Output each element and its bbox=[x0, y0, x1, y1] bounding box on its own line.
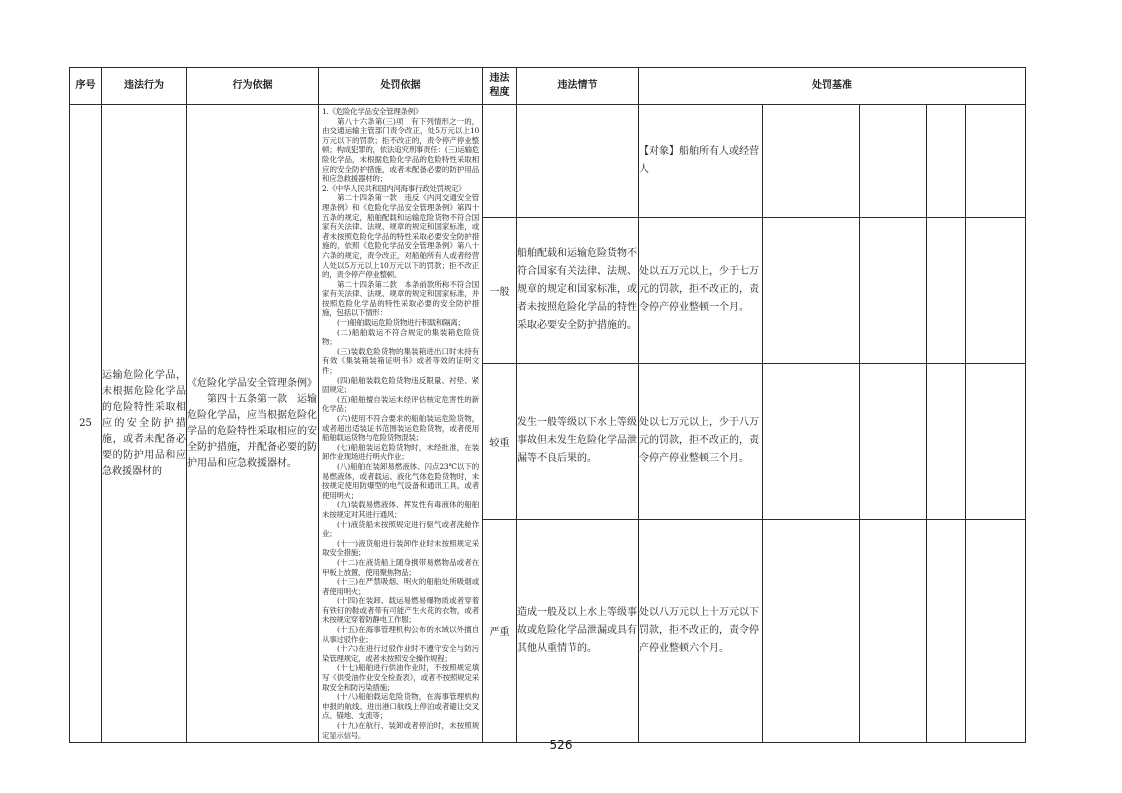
empty-cell bbox=[763, 519, 860, 742]
empty-cell bbox=[966, 363, 1026, 519]
level-situation: 造成一般及以上水上等级事故或危险化学品泄漏或具有其他从重情节的。 bbox=[517, 519, 639, 742]
row-act: 运输危险化学品，未根据危险化学品的危险特性采取相应的安全防护措施，或者未配备必要的防护用品和应急救援器材的 bbox=[102, 105, 187, 743]
penalty-line: (十八)船舶载运危险货物，在海事管理机构申报的航线、进出港口航线上停泊或者避让交叉点、锚地、支流等； bbox=[322, 692, 479, 721]
penalty-line: (五)船舶擅自装运未经评估核定危害性的新化学品； bbox=[322, 394, 479, 414]
penalty-line: (十三)在严禁吸烟、明火的船舶处所吸烟或者使用明火； bbox=[322, 577, 479, 596]
basis-body: 第四十五条第一款 运输危险化学品，应当根据危险化学品的危险特性采取相应的安全防护措施，并配备必要的防护用品和应急救援器材。 bbox=[187, 393, 317, 469]
penalty-line: (十六)在进行过驳作业时不遵守安全与防污染管理规定，或者未按照安全操作规程； bbox=[322, 644, 479, 663]
empty-cell bbox=[966, 519, 1026, 742]
penalty-line: (九)装载易燃液体、挥发性有毒液体的船舶未按规定对其进行通风； bbox=[322, 500, 479, 519]
penalty-line: (七)船舶装运危险货物时，未经批准，在装卸作业现场进行明火作业； bbox=[322, 442, 479, 462]
penalty-line: 第二十四条第一款 违反《内河交通安全管理条例》和《危险化学品安全管理条例》第四十五条的规定，船舶配载和运输危险货物不符合国家有关法律、法规、规章的规定和国家标准，或者未按照危险化学品的特性采取必要安全防护措施的，依照《危险化学品安全管理条例》第八十六条的规定，责令改正，对船舶所有人或者经营人处以5万元以上10万元以下的罚款；拒不改正的，责令停产停业整顿。 bbox=[322, 193, 479, 280]
level-degree bbox=[483, 105, 517, 218]
header-degree bbox=[483, 68, 517, 105]
header-basis: 行为依据 bbox=[187, 68, 319, 105]
penalty-line: (六)使用不符合要求的船舶装运危险货物，或者超出适装证书范围装运危险货物，或者使用船舶载运货物与危险货物混装； bbox=[322, 414, 479, 443]
penalty-line: (十七)船舶进行供油作业时，不按照规定填写《供受油作业安全检查表》，或者不按照规定采取安全和防污染措施； bbox=[322, 663, 479, 692]
header-act: 违法行为 bbox=[102, 68, 187, 105]
penalty-line: (十)液货船未按照规定进行驱气或者洗舱作业； bbox=[322, 519, 479, 539]
header-situation: 违法情节 bbox=[517, 68, 639, 105]
empty-cell bbox=[860, 363, 927, 519]
row-basis bbox=[187, 105, 319, 743]
penalty-line: (四)船舶装载危险货物违反限量、衬垫、紧固规定； bbox=[322, 375, 479, 395]
basis-title: 《危险化学品安全管理条例》 bbox=[187, 377, 317, 389]
empty-cell bbox=[763, 363, 860, 519]
empty-cell bbox=[860, 105, 927, 218]
level-situation: 发生一般等级以下水上等级事故但未发生危险化学品泄漏等不良后果的。 bbox=[517, 363, 639, 519]
penalty-line: 第八十六条第(三)项 有下列情形之一的，由交通运输主管部门责令改正，处5万元以上10万元以下的罚款；拒不改正的，责令停产停业整顿；构成犯罪的，依法追究刑事责任：(三)运输危险化学品，未根据危险化学品的危险特性采取相应的安全防护措施，或者未配备必要的防护用品和应急救援器材的； bbox=[322, 116, 479, 184]
empty-cell bbox=[966, 217, 1026, 363]
penalty-line: (十四)在装卸、载运易燃易爆物质或者穿着有铁钉的鞋或者带有可能产生火花的衣物，或者未按规定穿着防静电工作服； bbox=[322, 596, 479, 625]
header-degree-line1: 违法 bbox=[489, 73, 510, 84]
empty-cell bbox=[927, 519, 966, 742]
row-penalty-basis bbox=[319, 105, 483, 743]
level-standard: 处以七万元以上，少于八万元的罚款，拒不改正的，责令停产停业整顿三个月。 bbox=[639, 363, 763, 519]
level-situation: 船舶配载和运输危险货物不符合国家有关法律、法规、规章的规定和国家标准，或者未按照危险化学品的特性采取必要安全防护措施的。 bbox=[517, 217, 639, 363]
penalty-line: (十九)在航行、装卸或者停泊时，未按照规定显示信号。 bbox=[322, 721, 479, 740]
level-situation bbox=[517, 105, 639, 218]
header-row bbox=[70, 68, 1026, 105]
empty-cell bbox=[927, 105, 966, 218]
level-standard: 处以八万元以上十万元以下罚款，拒不改正的，责令停产停业整顿六个月。 bbox=[639, 519, 763, 742]
penalty-line: (十一)液货船进行装卸作业时未按照规定采取安全措施； bbox=[322, 538, 479, 558]
empty-cell bbox=[927, 217, 966, 363]
level-degree: 严重 bbox=[483, 519, 517, 742]
page-number: 526 bbox=[549, 738, 573, 752]
empty-cell bbox=[927, 363, 966, 519]
penalty-line: 第二十四条第二款 本条前款所称不符合国家有关法律、法规、规章的规定和国家标准，并按照危险化学品的特性采取必要的安全防护措施，包括以下情形： bbox=[322, 279, 479, 318]
level-degree: 较重 bbox=[483, 363, 517, 519]
empty-cell bbox=[860, 519, 927, 742]
empty-cell bbox=[966, 105, 1026, 218]
empty-cell bbox=[860, 217, 927, 363]
penalty-line: (一)船舶载运危险货物进行积载和隔离； bbox=[337, 318, 465, 328]
level-standard: 【对象】船舶所有人或经营人 bbox=[639, 105, 763, 218]
penalty-line: (十五)在海事管理机构公布的水域以外擅自从事过驳作业； bbox=[322, 625, 479, 644]
penalty-line: (十二)在液货船上随身携带易燃物品或者在甲板上放置、使用聚焦物品； bbox=[322, 557, 479, 577]
table-row bbox=[70, 105, 1026, 218]
header-degree-line2: 程度 bbox=[489, 87, 510, 98]
empty-cell bbox=[763, 105, 860, 218]
penalty-line: (三)装载危险货物的集装箱进出口时未持有有效《集装箱装箱证明书》或者等效的证明文件； bbox=[322, 346, 479, 376]
penalty-line: (八)船舶在装卸易燃液体、闪点23℃以下的易燃液体，或者载运、液化气体危险货物时，未按规定使用防爆型的电气设备和通讯工具，或者使用明火； bbox=[322, 461, 479, 500]
penalty-standard-table bbox=[69, 67, 1026, 743]
level-degree: 一般 bbox=[483, 217, 517, 363]
header-standard: 处罚基准 bbox=[639, 68, 1026, 105]
penalty-line: (二)船舶载运不符合规定的集装箱危险货物； bbox=[322, 327, 479, 347]
penalty-line: 2.《中华人民共和国内河海事行政处罚规定》 bbox=[322, 183, 466, 193]
level-standard: 处以五万元以上，少于七万元的罚款，拒不改正的，责令停产停业整顿一个月。 bbox=[639, 217, 763, 363]
empty-cell bbox=[763, 217, 860, 363]
header-penalty-basis: 处罚依据 bbox=[319, 68, 483, 105]
row-seq: 25 bbox=[70, 105, 102, 743]
penalty-line: 1.《危险化学品安全管理条例》 bbox=[322, 107, 423, 116]
header-seq: 序号 bbox=[70, 68, 102, 105]
